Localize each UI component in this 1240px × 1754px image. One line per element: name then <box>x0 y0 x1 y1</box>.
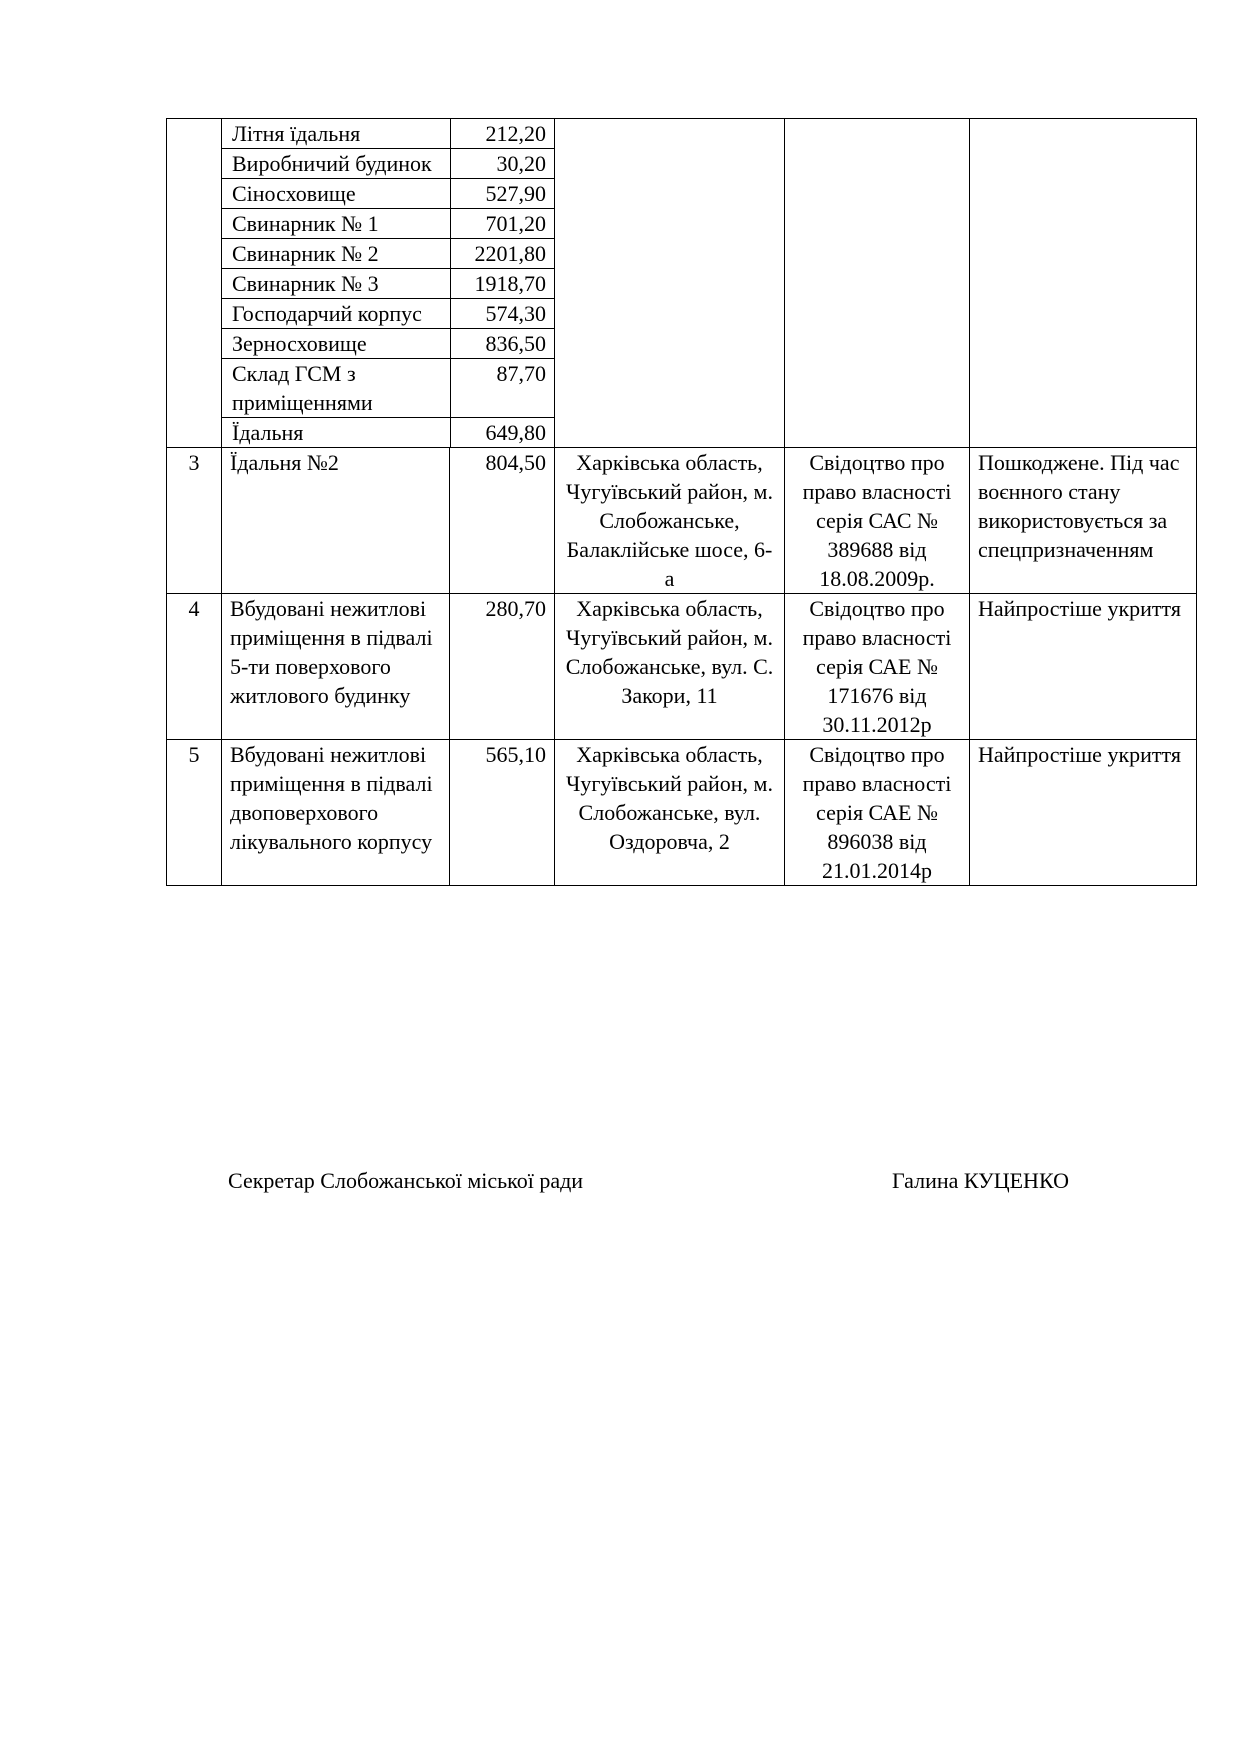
object-note: Пошкоджене. Під час воєнного стану використовується за спецпризначенням <box>970 448 1197 594</box>
cell-num-empty <box>167 119 222 448</box>
ownership-document: Свідоцтво про право власності серія САЕ № 171676 від 30.11.2012р <box>785 594 970 740</box>
sub-item-name: Виробничий будинок <box>222 149 451 178</box>
sub-item-row <box>222 119 554 149</box>
ownership-document: Свідоцтво про право власності серія САС № 389688 від 18.08.2009р. <box>785 448 970 594</box>
object-name: Вбудовані нежитлові приміщення в підвалі двоповерхового лікувального корпусу <box>222 740 450 886</box>
table-row <box>167 740 1197 886</box>
sub-item-area: 30,20 <box>496 151 546 176</box>
sub-item-row <box>222 239 554 269</box>
sub-item-row <box>222 179 554 209</box>
sub-item-area: 527,90 <box>485 181 546 206</box>
sub-item-area: 212,20 <box>485 121 546 146</box>
property-table <box>166 118 1196 886</box>
sub-item-area: 2201,80 <box>474 241 546 266</box>
sub-item-row <box>222 149 554 179</box>
sub-item-area: 87,70 <box>496 361 546 386</box>
object-name: Вбудовані нежитлові приміщення в підвалі 5-ти поверхового житлового будинку <box>222 594 450 740</box>
sub-item-row <box>222 269 554 299</box>
sub-item-name: Сіносховище <box>222 179 451 208</box>
object-area: 280,70 <box>450 594 555 740</box>
sub-item-area: 649,80 <box>485 420 546 445</box>
sub-item-area: 1918,70 <box>474 271 546 296</box>
sub-item-name: Господарчий корпус <box>222 299 451 328</box>
sub-item-name: Склад ГСМ з приміщеннями <box>222 359 451 417</box>
sub-item-area: 701,20 <box>485 211 546 236</box>
ownership-document: Свідоцтво про право власності серія САЕ № 896038 від 21.01.2014р <box>785 740 970 886</box>
table-row-continuation <box>167 119 1197 448</box>
object-address: Харківська область, Чугуївський район, м. Слобожанське, Балаклійське шосе, 6-а <box>555 448 785 594</box>
sub-item-name: Свинарник № 1 <box>222 209 451 238</box>
cell-address-empty <box>555 119 785 448</box>
table-row <box>167 594 1197 740</box>
sub-items-cell <box>222 119 555 448</box>
row-number: 3 <box>167 448 222 594</box>
sub-item-row <box>222 209 554 239</box>
sub-item-area: 574,30 <box>485 301 546 326</box>
sub-item-row <box>222 418 554 447</box>
sub-item-row <box>222 299 554 329</box>
object-address: Харківська область, Чугуївський район, м. Слобожанське, вул. Оздоровча, 2 <box>555 740 785 886</box>
sub-item-name: Свинарник № 2 <box>222 239 451 268</box>
sub-item-name: Свинарник № 3 <box>222 269 451 298</box>
table-row <box>167 448 1197 594</box>
object-name: Їдальня №2 <box>222 448 450 594</box>
object-area: 565,10 <box>450 740 555 886</box>
sub-item-name: Літня їдальня <box>222 119 451 148</box>
sub-item-area: 836,50 <box>485 331 546 356</box>
cell-document-empty <box>785 119 970 448</box>
object-address: Харківська область, Чугуївський район, м. Слобожанське, вул. С. Закори, 11 <box>555 594 785 740</box>
sub-item-name: Зерносховище <box>222 329 451 358</box>
object-note: Найпростіше укриття <box>970 594 1197 740</box>
row-number: 4 <box>167 594 222 740</box>
signature-name: Галина КУЦЕНКО <box>892 1168 1069 1193</box>
object-note: Найпростіше укриття <box>970 740 1197 886</box>
sub-item-name: Їдальня <box>222 418 451 447</box>
sub-item-row <box>222 329 554 359</box>
row-number: 5 <box>167 740 222 886</box>
sub-item-row <box>222 359 554 418</box>
signature-position: Секретар Слобожанської міської ради <box>228 1168 584 1193</box>
cell-note-empty <box>970 119 1197 448</box>
object-area: 804,50 <box>450 448 555 594</box>
